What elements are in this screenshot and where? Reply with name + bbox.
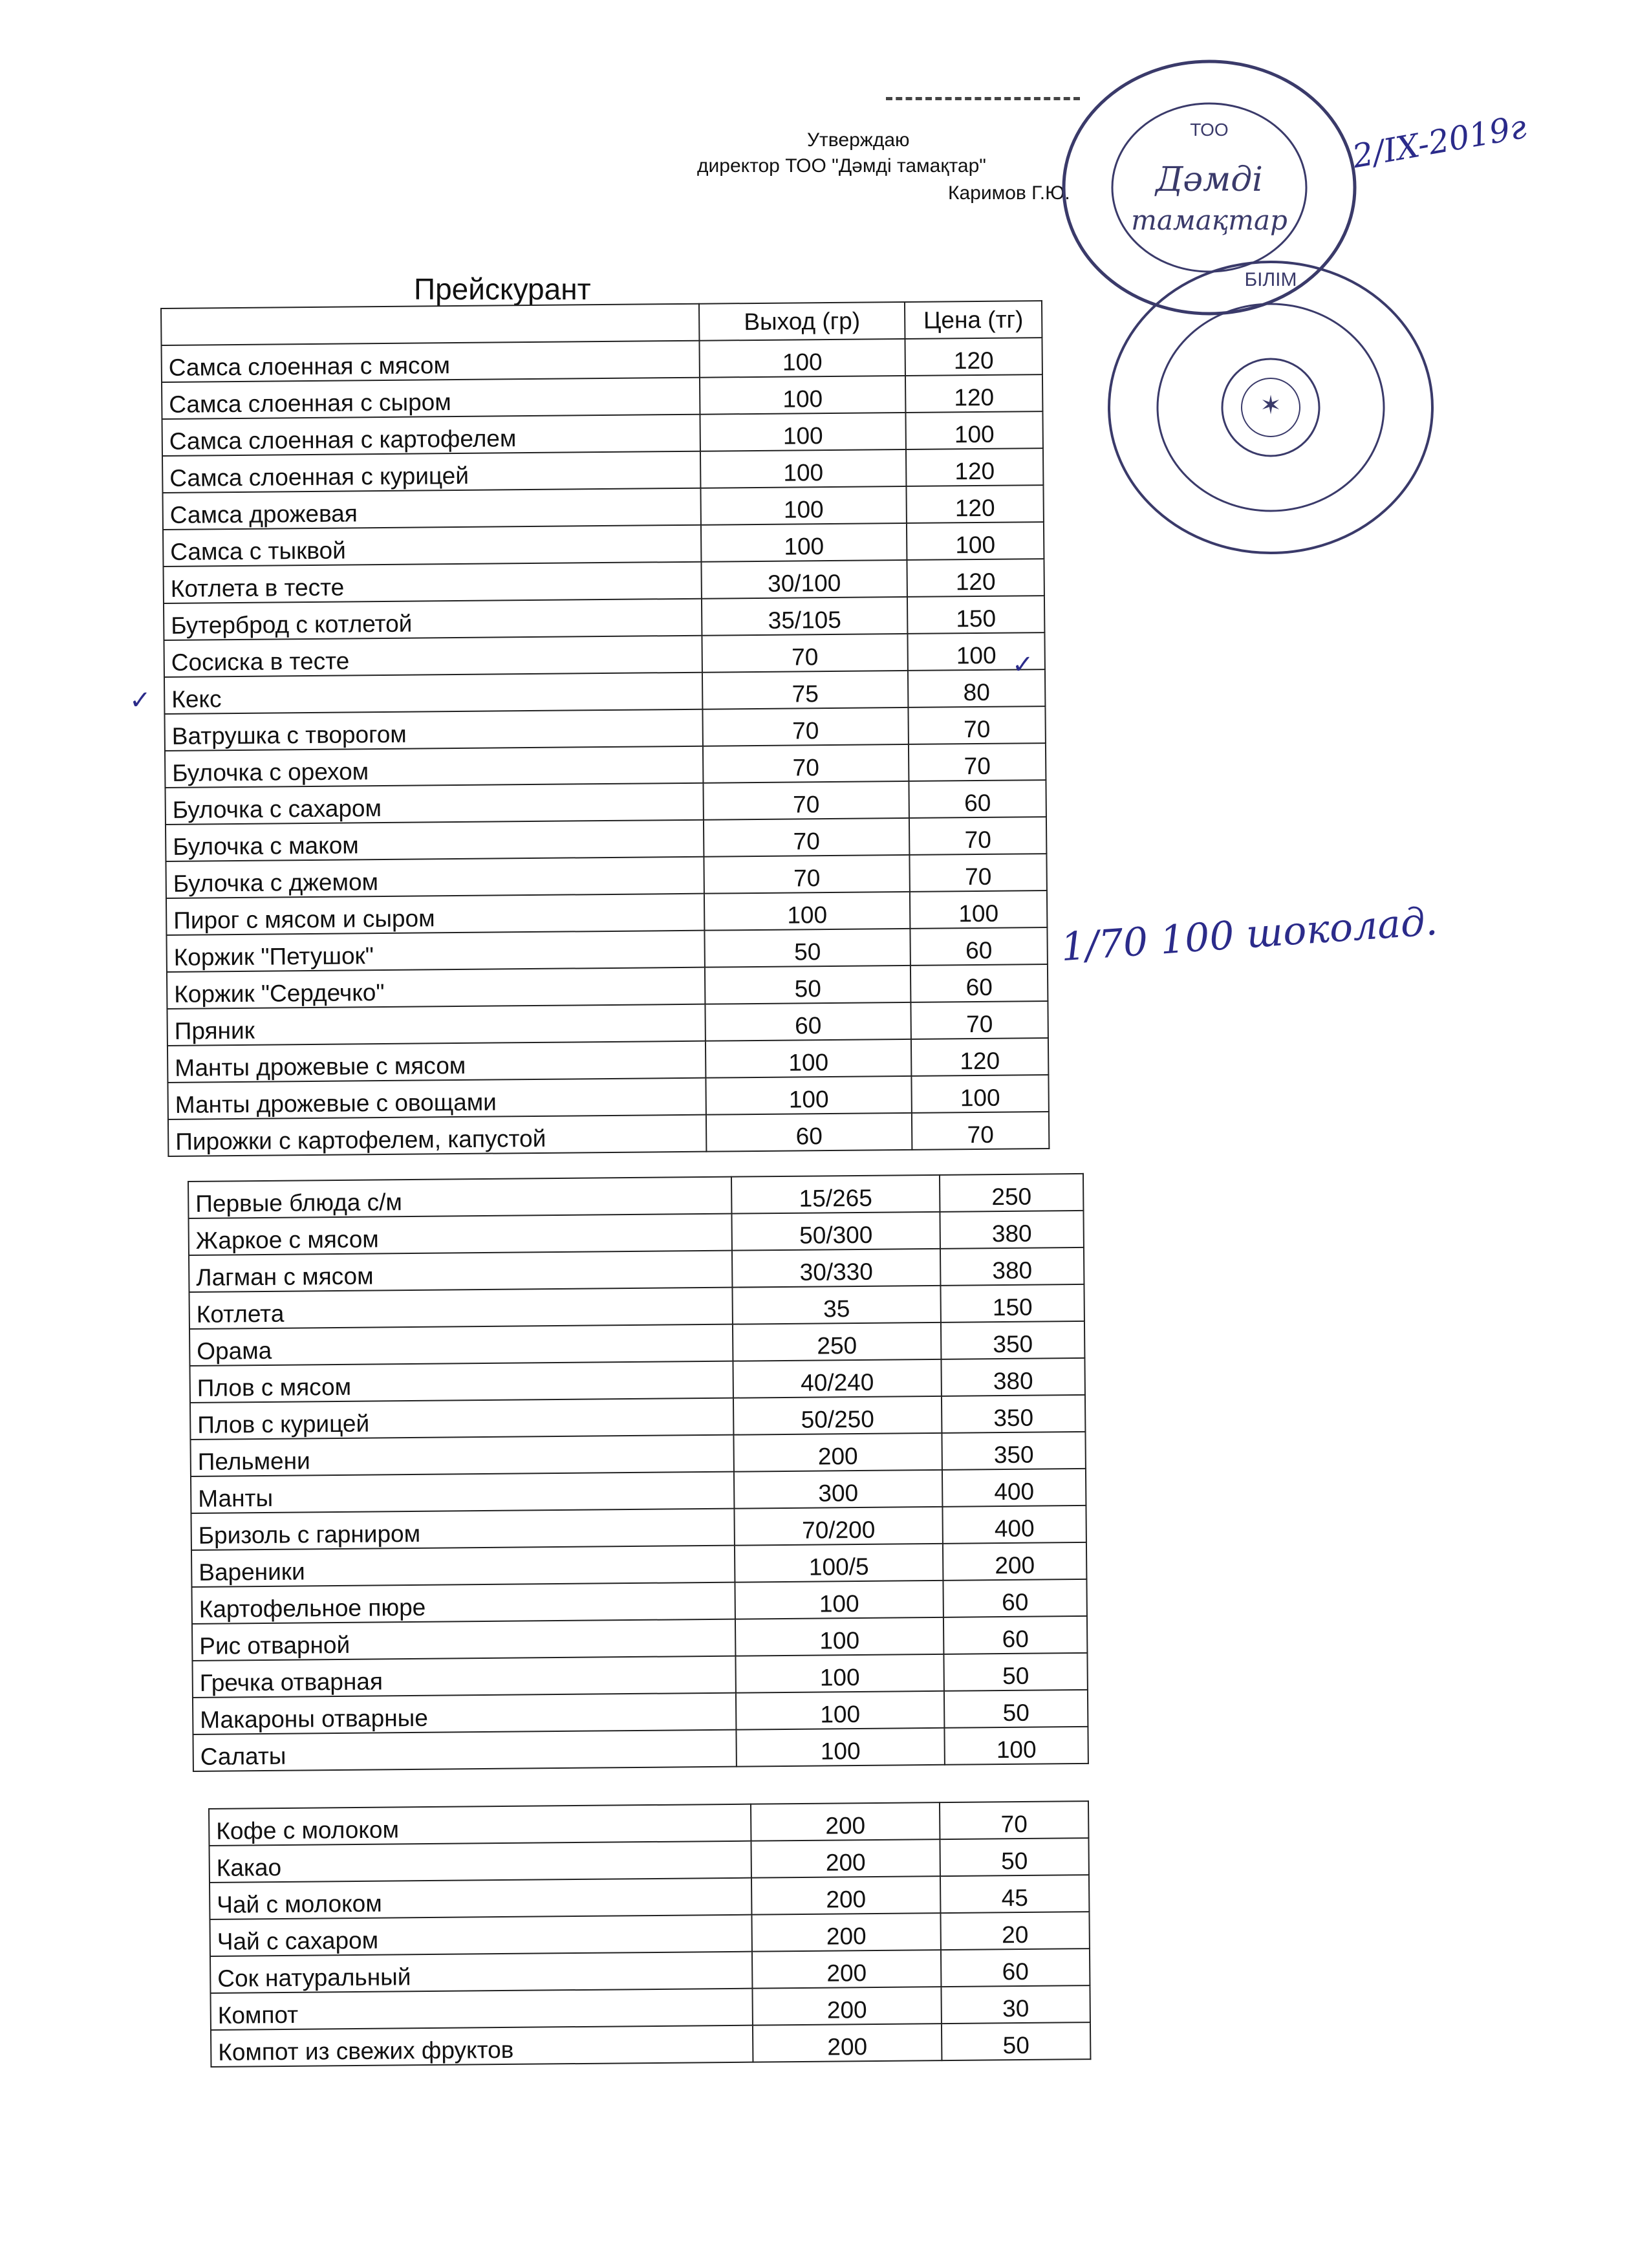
- item-weight-cell: 35: [732, 1286, 940, 1324]
- item-name-cell: Булочка с джемом: [166, 857, 704, 898]
- item-weight-cell: 200: [751, 1913, 940, 1952]
- item-name-cell: Манты дрожевые с мясом: [167, 1041, 706, 1083]
- item-price-cell: 380: [940, 1211, 1083, 1249]
- item-name-cell: Пряник: [167, 1004, 705, 1046]
- item-name-cell: Пельмени: [190, 1435, 733, 1476]
- item-name-cell: Рис отварной: [192, 1619, 735, 1661]
- item-price-cell: 120: [907, 559, 1044, 597]
- item-weight-cell: 100: [704, 892, 910, 931]
- item-price-cell: 60: [910, 927, 1047, 966]
- item-name-cell: Котлета: [189, 1288, 733, 1329]
- table-row: [193, 1727, 1088, 1771]
- signer-name: Каримов Г.Ю.: [948, 182, 1070, 204]
- bakery-price-table: [160, 300, 1050, 1157]
- item-name-cell: Кекс: [164, 673, 702, 714]
- item-price-cell: 350: [942, 1395, 1085, 1433]
- item-name-cell: Самса слоенная с картофелем: [162, 415, 700, 456]
- item-price-cell: 60: [941, 1949, 1090, 1987]
- item-price-cell: 120: [906, 448, 1043, 486]
- item-name-cell: Компот: [210, 1989, 752, 2030]
- item-price-cell: 70: [909, 854, 1046, 892]
- item-price-cell: 100: [910, 891, 1047, 929]
- svg-text:БІЛІМ: БІЛІМ: [1244, 269, 1297, 290]
- item-name-cell: Сок натуральный: [210, 1952, 752, 1993]
- hot-dishes-price-table: [188, 1173, 1089, 1772]
- item-price-cell: 70: [940, 1801, 1088, 1839]
- item-price-cell: 100: [907, 522, 1044, 560]
- item-weight-cell: 100: [735, 1617, 943, 1656]
- item-name-cell: Самса слоенная с курицей: [162, 451, 700, 493]
- item-weight-cell: 30/330: [732, 1249, 940, 1288]
- item-price-cell: 70: [912, 1112, 1049, 1150]
- item-weight-cell: 100/5: [735, 1544, 943, 1582]
- item-price-cell: 380: [941, 1358, 1084, 1396]
- item-price-cell: 60: [943, 1616, 1087, 1654]
- item-price-cell: 380: [940, 1247, 1084, 1286]
- item-price-cell: 100: [911, 1075, 1048, 1113]
- item-name-cell: Гречка отварная: [192, 1656, 735, 1698]
- item-weight-cell: 35/105: [702, 597, 907, 636]
- item-name-cell: Плов с курицей: [190, 1398, 733, 1440]
- item-price-cell: 60: [909, 780, 1046, 818]
- item-weight-cell: 100: [700, 376, 905, 415]
- item-name-cell: Самса слоенная с сыром: [162, 378, 700, 419]
- item-price-cell: 100: [907, 632, 1044, 671]
- table-row: [211, 2022, 1090, 2067]
- item-weight-cell: 70: [704, 855, 909, 894]
- item-weight-cell: 200: [733, 1433, 942, 1472]
- item-weight-cell: 300: [734, 1470, 942, 1509]
- drinks-price-table: [208, 1800, 1091, 2068]
- item-price-cell: 250: [940, 1174, 1083, 1212]
- item-weight-cell: 100: [735, 1654, 943, 1693]
- item-name-cell: Манты дрожевые с овощами: [167, 1078, 706, 1119]
- item-weight-cell: 70: [702, 634, 907, 673]
- table-row: [168, 1112, 1049, 1156]
- item-name-cell: Орама: [189, 1324, 733, 1366]
- item-price-cell: 100: [944, 1727, 1088, 1765]
- item-price-cell: 20: [940, 1912, 1089, 1950]
- item-weight-cell: 50/250: [733, 1396, 942, 1435]
- item-weight-cell: 100: [700, 486, 906, 525]
- page-title: Прейскурант: [414, 272, 591, 306]
- item-name-cell: Котлета в тесте: [163, 562, 701, 603]
- item-price-cell: 30: [941, 1985, 1090, 2024]
- item-name-cell: Булочка с маком: [166, 820, 704, 861]
- item-name-cell: Лагман с мясом: [189, 1251, 732, 1292]
- item-weight-cell: 200: [753, 2024, 942, 2062]
- item-name-cell: Кофе с молоком: [209, 1804, 751, 1846]
- item-name-cell: Булочка с сахаром: [165, 783, 703, 825]
- item-weight-cell: 250: [733, 1323, 941, 1361]
- item-price-cell: 50: [940, 1838, 1088, 1876]
- item-name-cell: Первые блюда с/м: [188, 1177, 731, 1218]
- item-name-cell: Самса с тыквой: [163, 525, 701, 567]
- item-weight-cell: 50: [704, 929, 910, 967]
- approval-label: Утверждаю: [807, 129, 910, 151]
- item-price-cell: 70: [908, 706, 1045, 744]
- item-name-cell: Самса дрожевая: [162, 488, 700, 530]
- item-weight-cell: 100: [736, 1728, 944, 1767]
- item-price-cell: 50: [943, 1653, 1087, 1691]
- item-name-cell: Булочка с орехом: [165, 746, 703, 788]
- checkmark-icon: ✓: [1012, 651, 1034, 679]
- item-name-cell: Коржик "Петушок": [166, 931, 704, 972]
- handwritten-date: 2/IX-2019г: [1350, 107, 1529, 176]
- svg-text:✶: ✶: [1260, 391, 1282, 420]
- item-name-cell: Пирог с мясом и сыром: [166, 894, 704, 935]
- svg-text:Дәмді: Дәмді: [1156, 160, 1263, 199]
- item-weight-cell: 100: [735, 1581, 943, 1619]
- item-price-cell: 120: [911, 1038, 1048, 1076]
- svg-text:тамақтар: тамақтар: [1131, 204, 1288, 236]
- item-name-cell: Ватрушка с творогом: [164, 709, 702, 751]
- item-weight-cell: 30/100: [701, 560, 907, 599]
- item-weight-cell: 100: [701, 523, 907, 562]
- item-price-cell: 70: [911, 1001, 1048, 1039]
- item-name-cell: Жаркое с мясом: [189, 1214, 732, 1255]
- item-price-cell: 50: [944, 1690, 1088, 1728]
- item-name-cell: Макароны отварные: [193, 1693, 736, 1734]
- item-weight-cell: 40/240: [733, 1359, 941, 1398]
- item-name-cell: Самса слоенная с мясом: [162, 341, 700, 382]
- header-name-cell: [161, 304, 699, 345]
- item-weight-cell: 100: [706, 1039, 911, 1078]
- item-price-cell: 400: [942, 1469, 1086, 1507]
- item-name-cell: Сосиска в тесте: [164, 636, 702, 677]
- item-weight-cell: 50: [705, 966, 911, 1004]
- item-name-cell: Манты: [191, 1472, 734, 1513]
- item-weight-cell: 70: [703, 781, 909, 820]
- item-price-cell: 150: [940, 1284, 1084, 1323]
- item-price-cell: 45: [940, 1875, 1089, 1913]
- item-name-cell: Чай с сахаром: [210, 1915, 752, 1956]
- item-price-cell: 150: [907, 596, 1044, 634]
- item-weight-cell: 15/265: [731, 1175, 940, 1214]
- item-price-cell: 80: [908, 669, 1045, 707]
- header-price-cell: Цена (тг): [905, 301, 1042, 339]
- item-weight-cell: 200: [752, 1987, 941, 2025]
- item-name-cell: Бутерброд с котлетой: [164, 599, 702, 640]
- checkmark-icon: ✓: [129, 686, 151, 715]
- item-name-cell: Салаты: [193, 1730, 736, 1771]
- item-name-cell: Чай с молоком: [210, 1878, 751, 1919]
- item-weight-cell: 60: [705, 1002, 911, 1041]
- item-price-cell: 400: [942, 1506, 1086, 1544]
- item-weight-cell: 200: [751, 1802, 940, 1841]
- item-price-cell: 100: [905, 411, 1042, 449]
- item-price-cell: 120: [906, 485, 1043, 523]
- item-price-cell: 120: [905, 338, 1042, 376]
- item-weight-cell: 70: [704, 818, 909, 857]
- item-price-cell: 60: [911, 964, 1048, 1002]
- item-weight-cell: 70/200: [734, 1507, 942, 1546]
- item-price-cell: 70: [909, 817, 1046, 855]
- item-weight-cell: 70: [703, 744, 909, 783]
- header-weight-cell: Выход (гр): [699, 302, 905, 341]
- item-price-cell: 200: [943, 1542, 1086, 1581]
- item-weight-cell: 75: [702, 671, 908, 709]
- svg-text:ТОО: ТОО: [1190, 120, 1229, 140]
- header-dashes: [886, 97, 1080, 100]
- item-weight-cell: 100: [700, 449, 906, 488]
- item-weight-cell: 100: [699, 339, 905, 378]
- item-name-cell: Компот из свежих фруктов: [211, 2025, 753, 2067]
- item-name-cell: Вареники: [191, 1546, 735, 1587]
- item-price-cell: 60: [943, 1579, 1086, 1617]
- school-stamp: [1099, 252, 1442, 563]
- item-weight-cell: 100: [706, 1076, 911, 1115]
- item-weight-cell: 50/300: [731, 1212, 940, 1251]
- item-weight-cell: 200: [752, 1950, 941, 1989]
- item-price-cell: 350: [942, 1432, 1085, 1470]
- item-weight-cell: 100: [736, 1691, 944, 1730]
- item-price-cell: 70: [909, 743, 1046, 781]
- item-weight-cell: 200: [751, 1839, 940, 1878]
- item-name-cell: Плов с мясом: [189, 1361, 733, 1403]
- handwritten-note: 1/70 100 шоколад.: [1059, 898, 1439, 971]
- item-name-cell: Какао: [210, 1841, 751, 1883]
- item-name-cell: Коржик "Сердечко": [167, 967, 705, 1009]
- item-price-cell: 120: [905, 374, 1042, 413]
- director-line: директор ТОО "Дәмді тамақтар": [697, 155, 986, 177]
- item-name-cell: Бризоль с гарниром: [191, 1509, 734, 1550]
- item-name-cell: Картофельное пюре: [191, 1582, 735, 1624]
- item-weight-cell: 60: [706, 1113, 912, 1152]
- item-price-cell: 50: [942, 2022, 1090, 2060]
- item-weight-cell: 70: [702, 707, 908, 746]
- item-price-cell: 350: [941, 1321, 1084, 1359]
- item-name-cell: Пирожки с картофелем, капустой: [168, 1115, 706, 1156]
- item-weight-cell: 200: [751, 1876, 940, 1915]
- item-weight-cell: 100: [700, 413, 905, 451]
